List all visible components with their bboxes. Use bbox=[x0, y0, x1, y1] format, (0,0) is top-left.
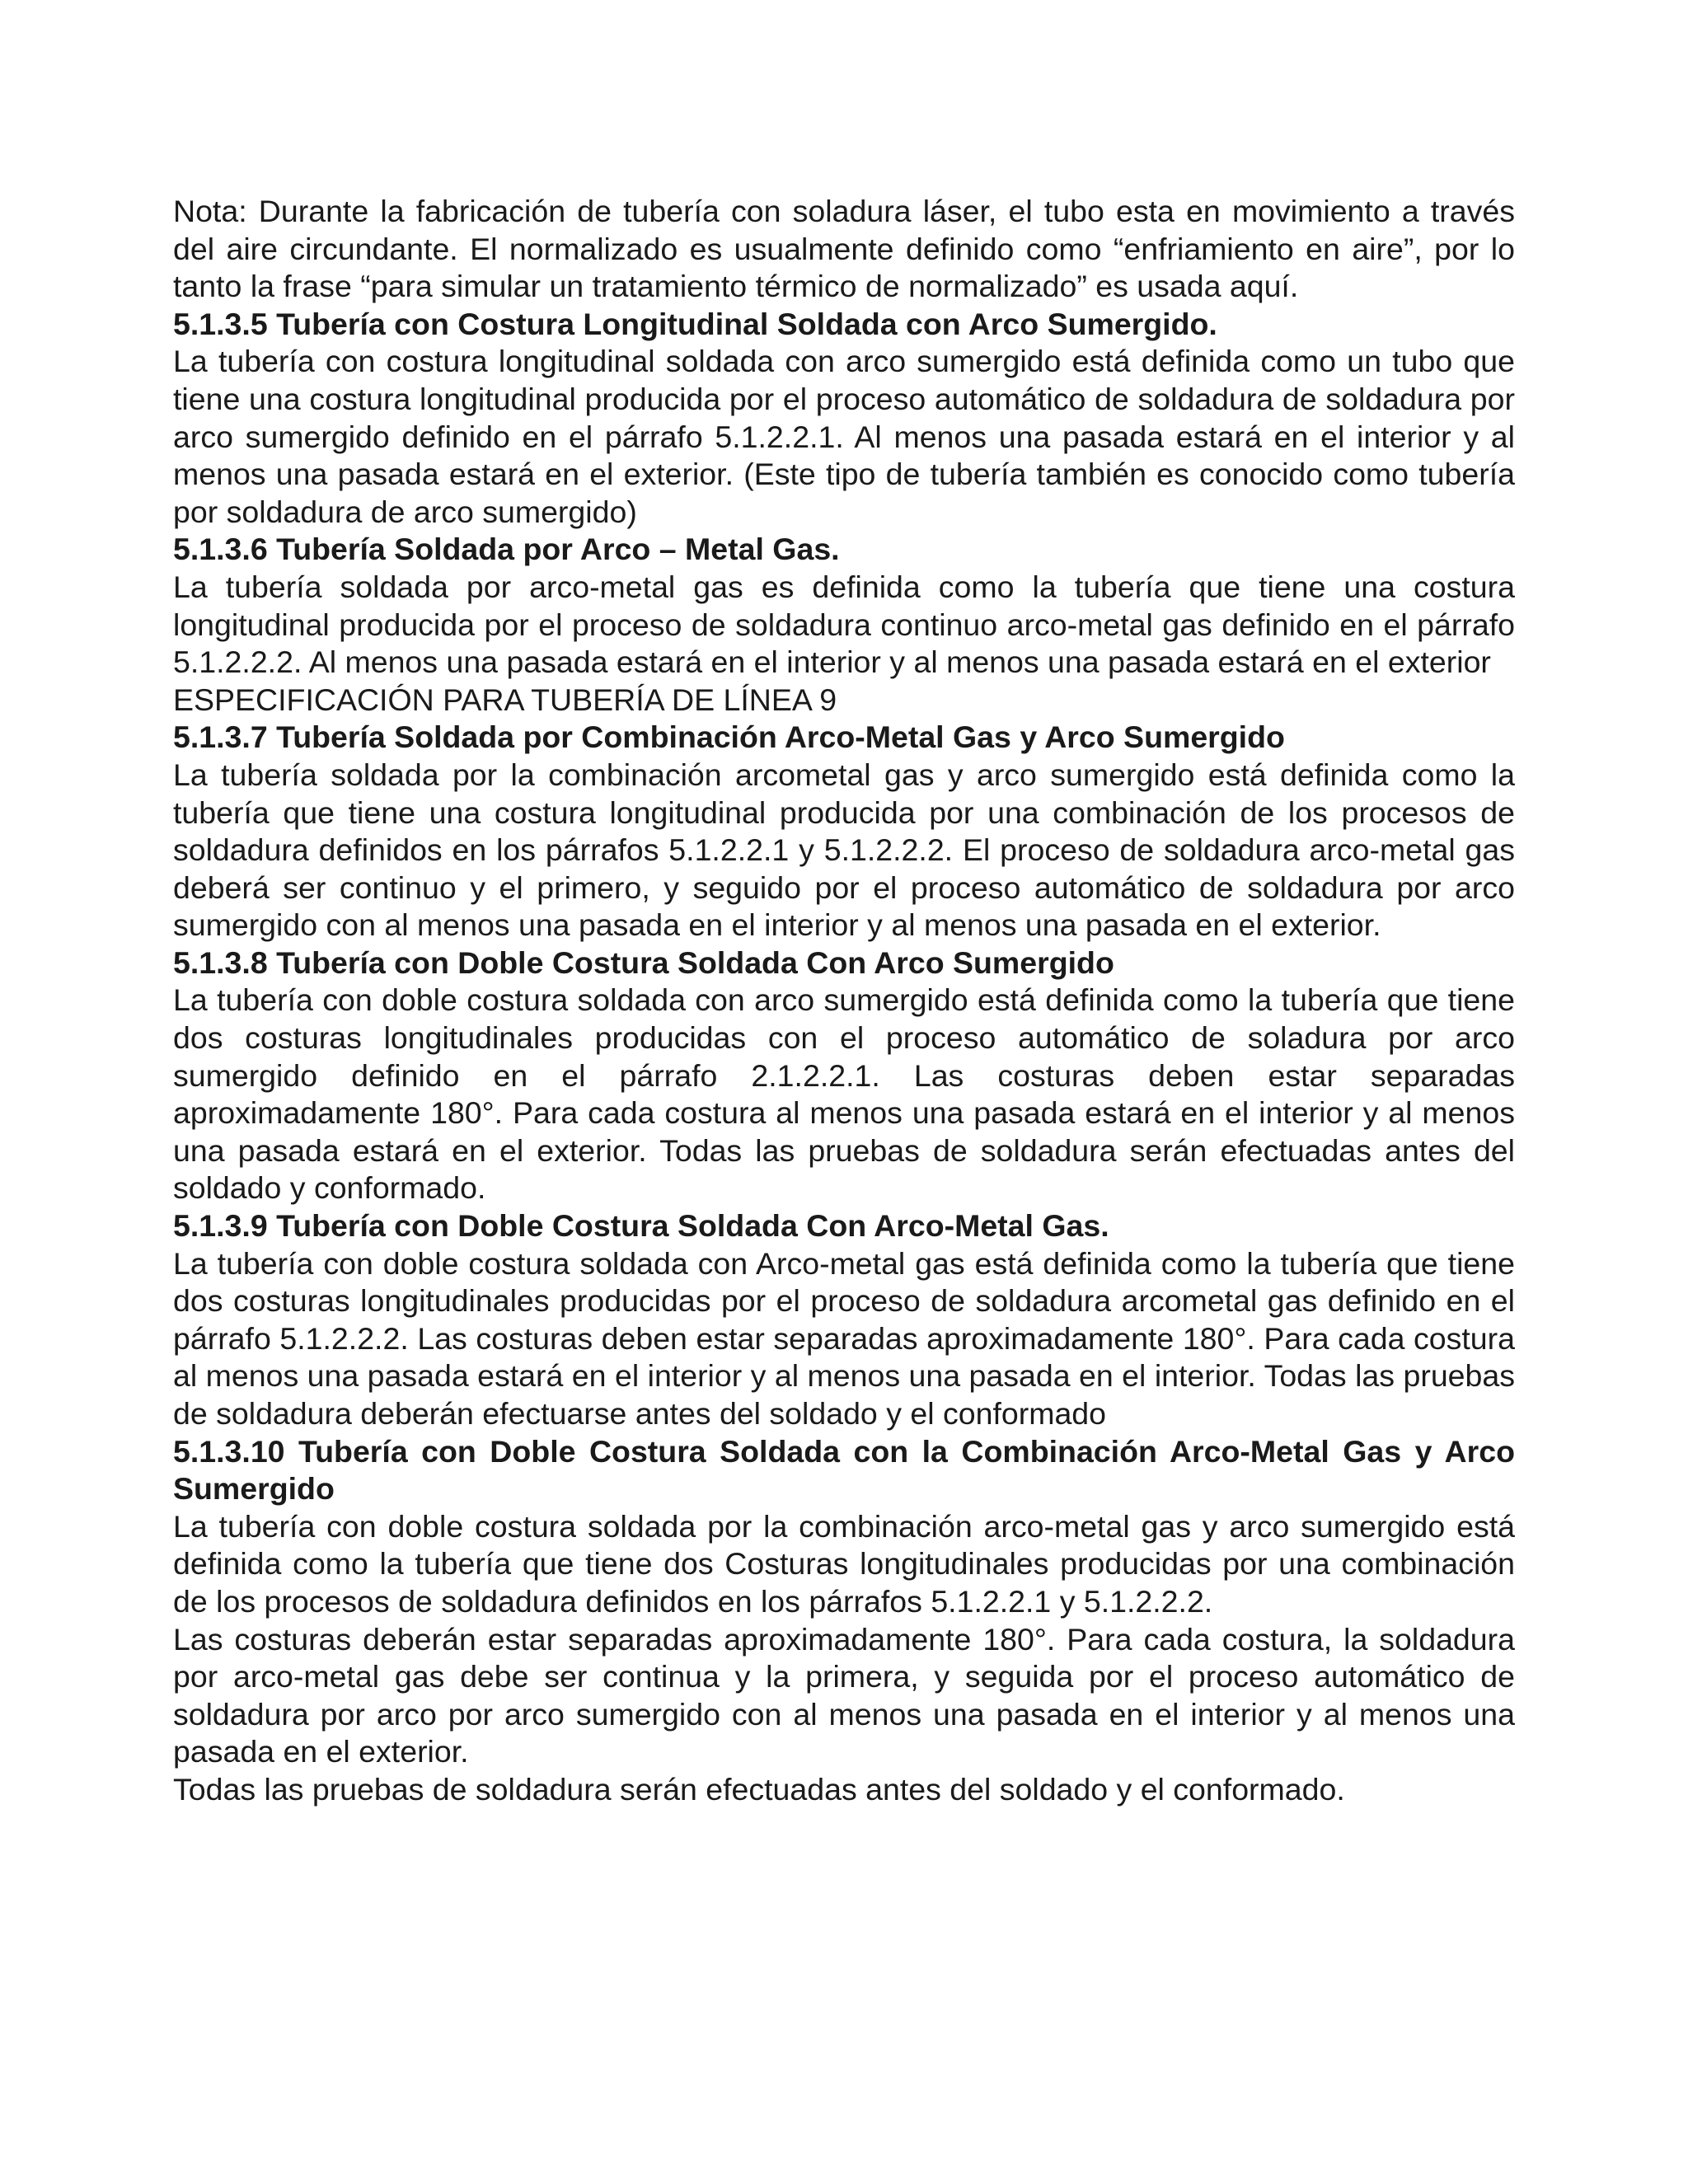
paragraph-5-1-3-8: La tubería con doble costura soldada con arco sumergido está definida como la tubería que tiene dos costuras longitudinales producidas con el proceso automático de soladura por arco sumergido definido en el párrafo 2.1.2.2.1. Las costuras deben estar separadas aproximadamente 180°. Para cada costura al menos una pasada estará en el interior y al menos una pasada estará en el exterior. Todas las pruebas de soldadura serán efectuadas antes del soldado y conformado. bbox=[173, 982, 1515, 1206]
paragraph-5-1-3-10-a: La tubería con doble costura soldada por la combinación arco-metal gas y arco sumergido está definida como la tubería que tiene dos Costuras longitudinales producidas por una combinación de los procesos de soldadura definidos en los párrafos 5.1.2.2.1 y 5.1.2.2.2. bbox=[173, 1508, 1515, 1619]
section-heading-5-1-3-8: 5.1.3.8 Tubería con Doble Costura Soldada Con Arco Sumergido bbox=[173, 944, 1114, 980]
section-heading-5-1-3-7: 5.1.3.7 Tubería Soldada por Combinación Arco-Metal Gas y Arco Sumergido bbox=[173, 719, 1285, 755]
section-heading-5-1-3-6: 5.1.3.6 Tubería Soldada por Arco – Metal Gas. bbox=[173, 532, 840, 567]
paragraph-5-1-3-9: La tubería con doble costura soldada con Arco-metal gas está definida como la tubería que tiene dos costuras longitudinales producidas por el proceso de soldadura arcometal gas definido en el párrafo 5.1.2.2.2. Las costuras deben estar separadas aproximadamente 180°. Para cada costura al menos una pasada estará en el interior y al menos una pasada en el interior. Todas las pruebas de soldadura deberán efectuarse antes del soldado y el conformado bbox=[173, 1245, 1515, 1431]
section-heading-5-1-3-9: 5.1.3.9 Tubería con Doble Costura Soldada Con Arco-Metal Gas. bbox=[173, 1208, 1109, 1244]
paragraph-5-1-3-7: La tubería soldada por la combinación arcometal gas y arco sumergido está definida como la tubería que tiene una costura longitudinal producida por una combinación de los procesos de soldadura definidos en los párrafos 5.1.2.2.1 y 5.1.2.2.2. El proceso de soldadura arco-metal gas deberá ser continuo y el primero, y seguido por el proceso automático de soldadura por arco sumergido con al menos una pasada en el interior y al menos una pasada en el exterior. bbox=[173, 757, 1515, 943]
paragraph-note: Nota: Durante la fabricación de tubería con soladura láser, el tubo esta en movimiento a través del aire circundante. El normalizado es usualmente definido como “enfriamiento en aire”, por lo tanto la frase “para simular un tratamiento térmico de normalizado” es usada aquí. bbox=[173, 194, 1515, 304]
paragraph-5-1-3-6: La tubería soldada por arco-metal gas es definida como la tubería que tiene una costura longitudinal producida por el proceso de soldadura continuo arco-metal gas definido en el párrafo 5.1.2.2.2. Al menos una pasada estará en el interior y al menos una pasada estará en el exterior bbox=[173, 569, 1515, 680]
section-heading-5-1-3-5: 5.1.3.5 Tubería con Costura Longitudinal Soldada con Arco Sumergido. bbox=[173, 306, 1217, 341]
paragraph-5-1-3-10-c: Todas las pruebas de soldadura serán efectuadas antes del soldado y el conformado. bbox=[173, 1771, 1345, 1807]
document-page bbox=[173, 193, 1515, 1809]
paragraph-5-1-3-10-b: Las costuras deberán estar separadas aproximadamente 180°. Para cada costura, la soldadura por arco-metal gas debe ser continua y la primera, y seguida por el proceso automático de soldadura por arco por arco sumergido con al menos una pasada en el interior y al menos una pasada en el exterior. bbox=[173, 1621, 1515, 1769]
paragraph-5-1-3-5: La tubería con costura longitudinal soldada con arco sumergido está definida como un tubo que tiene una costura longitudinal producida por el proceso automático de soldadura de soldadura por arco sumergido definido en el párrafo 5.1.2.2.1. Al menos una pasada estará en el interior y al menos una pasada estará en el exterior. (Este tipo de tubería también es conocido como tubería por soldadura de arco sumergido) bbox=[173, 344, 1515, 529]
running-header: ESPECIFICACIÓN PARA TUBERÍA DE LÍNEA 9 bbox=[173, 682, 837, 717]
section-heading-5-1-3-10: 5.1.3.10 Tubería con Doble Costura Soldada con la Combinación Arco-Metal Gas y Arco Sumergido bbox=[173, 1433, 1515, 1507]
